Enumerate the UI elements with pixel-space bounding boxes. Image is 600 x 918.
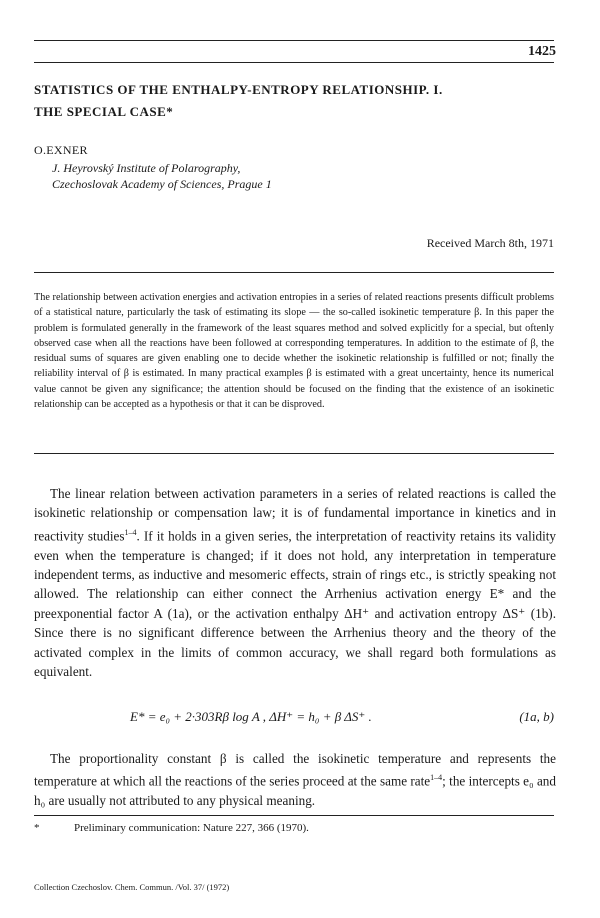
- received-date: Received March 8th, 1971: [426, 236, 554, 250]
- page-number: 1425: [528, 44, 556, 59]
- header-rule: [34, 62, 554, 63]
- abstract-top-rule: [34, 272, 554, 273]
- article-title: [34, 79, 554, 123]
- p1-text-b: . If it holds in a given series, the interpretation of reactivity retains its validity even when the temperature is changed; if it does not hold, any interpretation in temperature independent terms, as inductive and mesomeric effects, strain of rings etc., is strictly speaking not allowed. The relationship can either connect the Arrhenius activation energy E* and the preexponential factor A (1a), or the activation enthalpy ΔH⁺ and activation entropy ΔS⁺ (1b). Since there is no significant difference between the Arrhenius theory and the theory of the activated complex in the limits of common accuracy, we shall regard both formulations as equivalent.: [34, 528, 556, 680]
- abstract: [34, 290, 554, 412]
- footnote-mark: *: [34, 822, 40, 834]
- p2-text-a: The proportionality constant β is called the isokinetic temperature and represents the temperature at which all the reactions of the series proceed at the same rate: [34, 751, 556, 789]
- p1-citation: 1–4: [124, 527, 137, 537]
- footnote-rule: [34, 815, 554, 816]
- p2-text-b: ; the intercepts e₀ and h₀ are usually not attributed to any physical meaning.: [34, 773, 556, 809]
- body-paragraph-2: [34, 749, 556, 811]
- title-line-2: THE SPECIAL CASE*: [34, 104, 174, 119]
- p2-citation: 1–4: [430, 773, 443, 783]
- affiliation-line-2: Czechoslovak Academy of Sciences, Prague 1: [52, 177, 272, 191]
- affiliation-line-1: J. Heyrovský Institute of Polarography,: [52, 161, 241, 175]
- top-rule: [34, 40, 554, 41]
- abstract-bottom-rule: [34, 453, 554, 454]
- author-name: O.EXNER: [34, 143, 88, 157]
- equation-expression: E* = e₀ + 2·303Rβ log A , ΔH⁺ = h₀ + β ΔS⁺ .: [130, 709, 372, 724]
- title-line-1: STATISTICS OF THE ENTHALPY-ENTROPY RELATIONSHIP. I.: [34, 82, 443, 97]
- affiliation: [52, 160, 272, 192]
- footnote: [34, 822, 309, 834]
- journal-citation: Collection Czechoslov. Chem. Commun. /Vol. 37/ (1972): [34, 882, 230, 892]
- body-paragraph-1: [34, 484, 556, 681]
- abstract-text: The relationship between activation energies and activation entropies in a series of related reactions presents difficult problems of a statistical nature, particularly the task of estimating its slope — the so-called isokinetic temperature β. In this paper the problem is formulated generally in the framework of the least squares method and solved explicitly for a special, but oftenly observed case when all the reactions have been followed at corresponding temperatures. In addition to the estimate of β, the residual sums of squares are given enabling one to decide whether the isokinetic relationship is fulfilled or not; finally the reliability interval of β is estimated. In many practical examples β is estimated with a great uncertainty, hence its numerical value cannot be given any significance; the attention should be focused on the finding that the existence of an isokinetic relationship can be accepted as a hypothesis or that it can be disproved.: [34, 292, 554, 411]
- p1-text-a: The linear relation between activation parameters in a series of related reactions is called the isokinetic relationship or compensation law; it is of fundamental importance in kinetics and in reactivity studies: [34, 486, 556, 544]
- equation-number: (1a, b): [519, 709, 554, 724]
- footnote-text: Preliminary communication: Nature 227, 366 (1970).: [74, 822, 309, 834]
- equation-1: [34, 709, 556, 731]
